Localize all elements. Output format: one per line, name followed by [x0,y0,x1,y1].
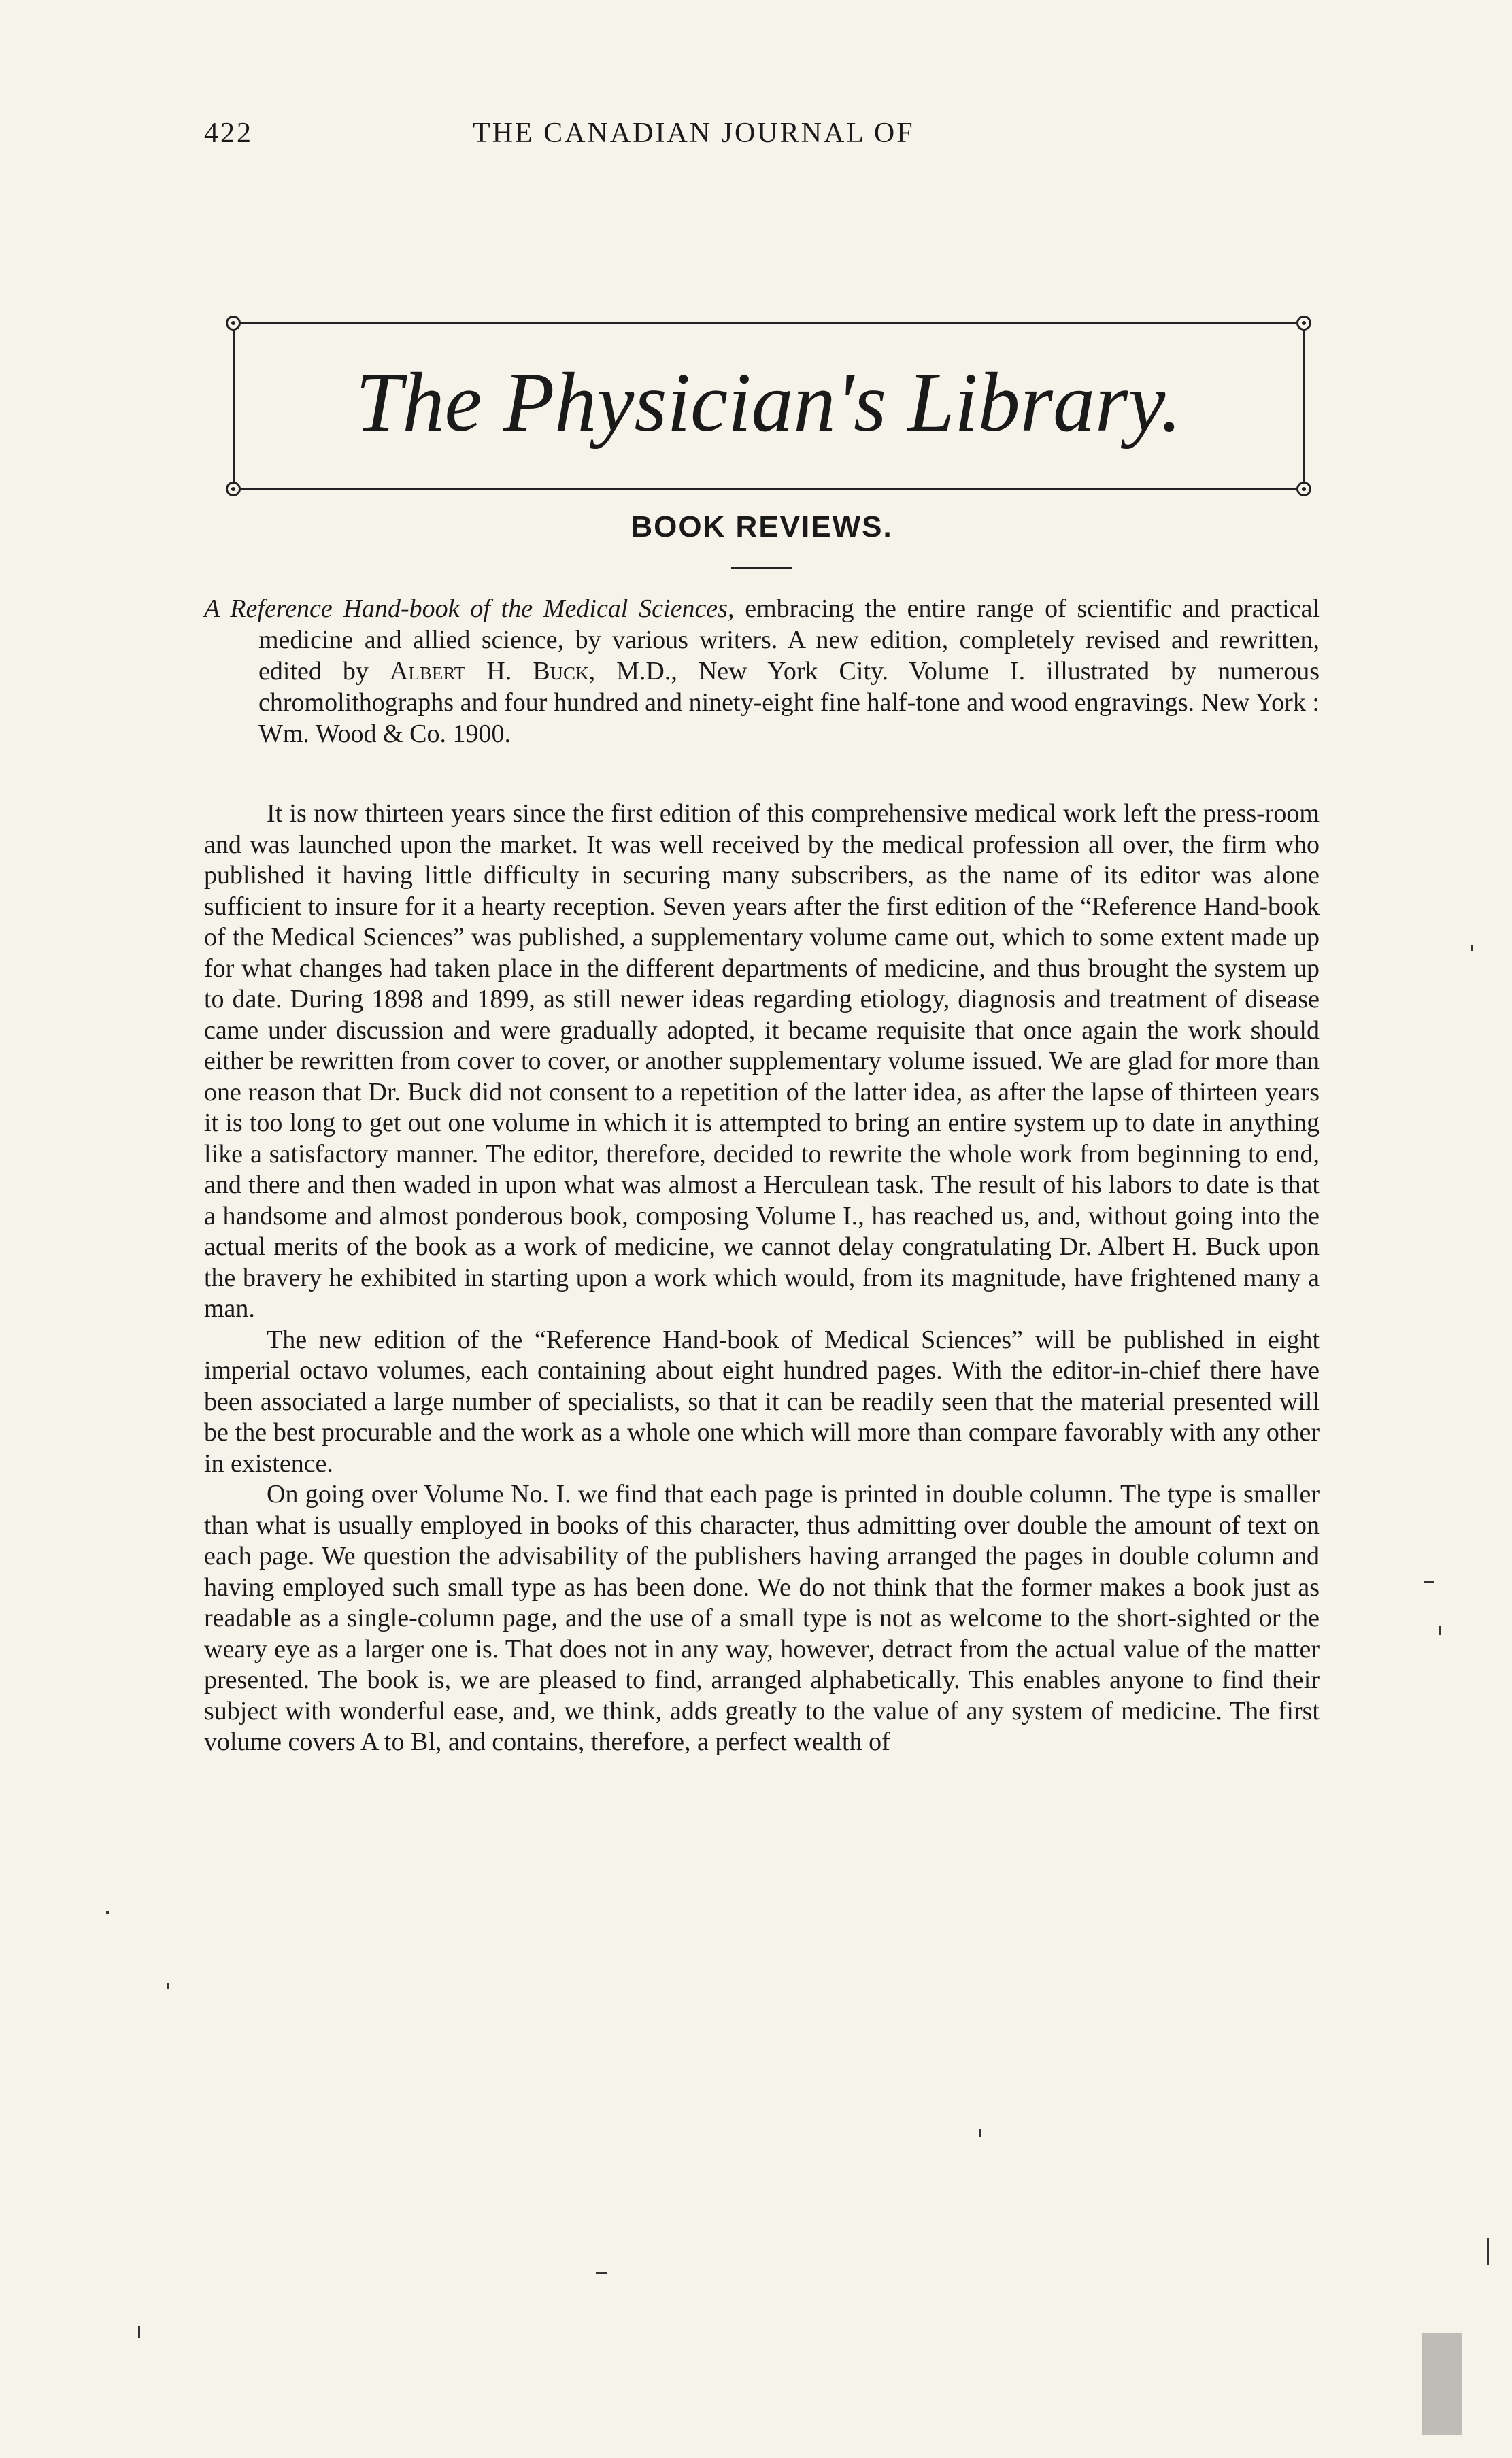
corner-ornament-icon [1296,316,1311,331]
review-body [204,798,1320,1758]
heading-rule [731,567,792,569]
review-paragraph: The new edition of the “Reference Hand-book of Medical Sciences” will be published in eight imperial octavo volumes, each containing about eight hundred pages. With the editor-in-chief there have been associated a large number of specialists, so that it can be readily seen that the material presented will be the best procurable and the work as a whole one which will more than compare favorably with any other in existence. [204,1325,1320,1478]
section-heading: BOOK REVIEWS. [631,510,893,543]
corner-ornament-icon [226,316,241,331]
title-frame [224,314,1313,498]
citation-text: embracing the entire range of scientific and practical medicine and allied science, by various writers. A new edition, completely revised and rewritten, edited by [258,594,1320,686]
running-title: THE CANADIAN JOURNAL OF [473,118,915,149]
corner-ornament-icon [1296,482,1311,496]
citation-work-title: A Reference Hand-book of the Medical Sciences, [204,594,735,623]
review-paragraph: It is now thirteen years since the first edition of this comprehensive medical work left the press-room and was launched upon the market. It was well received by the medical profession all over, the firm who published it having little difficulty in securing many subscribers, as the name of its editor was alone sufficient to insure for it a hearty reception. Seven years after the first edition of the “Reference Hand-book of the Medical Sciences” was published, a supplementary volume came out, which to some extent made up for what changes had taken place in the different departments of medicine, and thus brought the system up to date. During 1898 and 1899, as still newer ideas regarding etiology, diagnosis and treatment of disease came under discussion and were gradually adopted, it became requisite that once again the work should either be rewritten from cover to cover, or another supplementary volume issued. We are glad for more than one reason that Dr. Buck did not consent to a repetition of the latter idea, as after the lapse of thirteen years it is too long to get out one volume in which it is attempted to bring an entire system up to date in anything like a satisfactory manner. The editor, therefore, decided to rewrite the whole work from beginning to end, and there and then waded in upon what was almost a Herculean task. The result of his labors to date is that a handsome and almost ponderous book, composing Volume I., has reached us, and, without going into the actual merits of the book as a work of medicine, we cannot delay congratulating Dr. Albert H. Buck upon the bravery he exhibited in starting upon a work which would, from its magnitude, have frightened many a man. [204,799,1320,1323]
corner-ornament-icon [226,482,241,496]
review-paragraph: On going over Volume No. I. we find that each page is printed in double column. The type is smaller than what is usually employed in books of this character, thus admitting over double the amount of text on each page. We question the advisability of the publishers having arranged the pages in double column and having employed such small type as has been done. We do not think that the former makes a book just as readable as a single-column page, and the use of a small type is not as welcome to the short-sighted or the weary eye as a larger one is. That does not in any way, however, detract from the actual value of the matter presented. The book is, we are pleased to find, arranged alphabetically. This enables anyone to find their subject with wonderful ease, and, we think, adds greatly to the value of any system of medicine. The first volume covers A to Bl, and contains, therefore, a perfect wealth of [204,1480,1320,1756]
page-number: 422 [204,118,253,149]
book-citation [204,593,1320,750]
section-title: The Physician's Library. [355,356,1182,449]
citation-text-end: M.D., New York City. Volume I. illustrated by numerous chromolithographs and four hundred and ninety-eight fine half-tone and wood engravings. New York : Wm. Wood & Co. 1900. [258,657,1320,748]
citation-editor: Albert H. Buck, [389,657,596,686]
